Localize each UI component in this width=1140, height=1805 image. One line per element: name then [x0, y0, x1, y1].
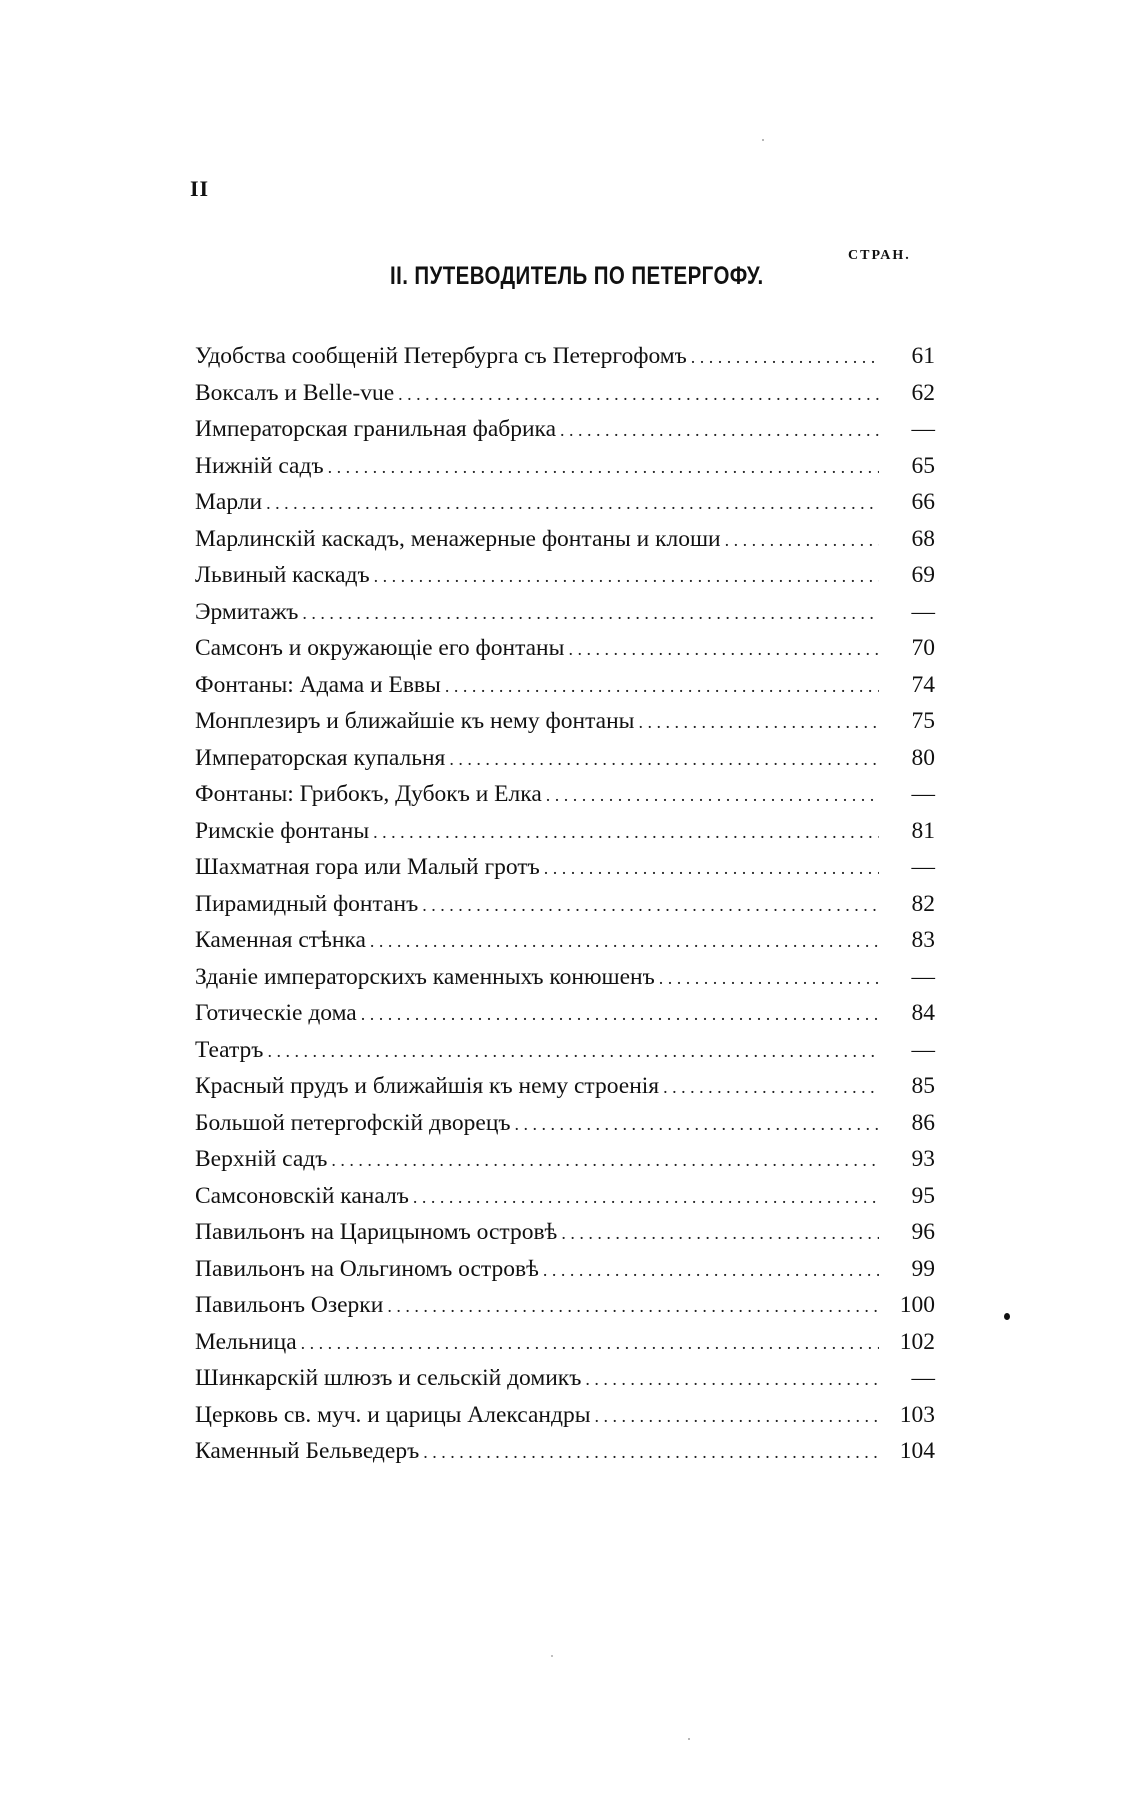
toc-entry-page: 84: [911, 1000, 935, 1026]
toc-entry: [195, 964, 935, 1001]
toc-entry-page: 95: [911, 1182, 935, 1209]
toc-entry: [195, 1292, 935, 1329]
toc-leader-dots: [267, 1041, 879, 1062]
scan-speck: [1004, 1313, 1010, 1320]
toc-entry-page: 75: [911, 708, 935, 734]
toc-entry-page: 69: [911, 562, 935, 588]
toc-leader-dots: [422, 895, 879, 916]
toc-entry-title: Фонтаны: Адама и Еввы: [195, 671, 441, 698]
toc-entry: [195, 1183, 935, 1220]
toc-entry-page: 104: [899, 1438, 935, 1464]
toc-leader-dots: [373, 822, 879, 843]
toc-entry: [195, 416, 935, 453]
toc-entry-page: 74: [911, 671, 935, 698]
page-column-header: СТРАН.: [848, 248, 911, 263]
toc-leader-dots: [663, 1077, 879, 1098]
toc-entry: [195, 562, 935, 599]
toc-leader-dots: [301, 1333, 879, 1354]
toc-entry: [195, 635, 935, 672]
toc-entry: [195, 1438, 935, 1475]
toc-entry: [195, 1219, 935, 1256]
toc-entry: [195, 1000, 935, 1037]
toc-entry-title: Шахматная гора или Малый гротъ: [195, 854, 540, 880]
toc-entry-title: Большой петергофскій дворецъ: [195, 1109, 511, 1136]
toc-entry-title: Удобства сообщеній Петербурга съ Петергофомъ: [195, 343, 687, 369]
toc-entry: [195, 489, 935, 526]
toc-entry-page: 81: [911, 817, 935, 844]
toc-entry-page: 66: [911, 489, 935, 515]
toc-leader-dots: [266, 493, 879, 514]
section-title: II. ПУТЕВОДИТЕЛЬ ПО ПЕТЕРГОФУ.: [390, 262, 764, 290]
toc-entry-title: Марли: [195, 489, 263, 515]
toc-entry-title: Фонтаны: Грибокъ, Дубокъ и Елка: [195, 781, 542, 807]
toc-leader-dots: [413, 1187, 879, 1208]
toc-entry-page: 62: [911, 379, 935, 406]
toc-leader-dots: [328, 457, 879, 478]
toc-entry: [195, 672, 935, 709]
scan-speck: [551, 1655, 553, 1657]
toc-entry-page: 102: [899, 1328, 935, 1355]
toc-leader-dots: [331, 1150, 879, 1171]
toc-entry-page: 82: [911, 890, 935, 917]
toc-leader-dots: [638, 712, 879, 733]
toc-leader-dots: [725, 530, 879, 551]
toc-leader-dots: [370, 931, 879, 952]
toc-entry: [195, 708, 935, 745]
toc-entry-title: Воксалъ и Belle-vue: [195, 379, 395, 406]
toc-entry-title: Павильонъ на Царицыномъ островѣ: [195, 1219, 558, 1245]
toc-entry: [195, 891, 935, 928]
toc-leader-dots: [543, 1260, 879, 1281]
toc-entry-title: Нижній садъ: [195, 452, 324, 479]
toc-entry-page: 68: [911, 525, 935, 552]
toc-entry: [195, 1073, 935, 1110]
toc-entry-title: Красный прудъ и ближайшія къ нему строенія: [195, 1073, 660, 1099]
toc-entry-page: —: [911, 1036, 935, 1063]
toc-entry-title: Шинкарскій шлюзъ и сельскій домикъ: [195, 1365, 582, 1391]
toc-leader-dots: [691, 347, 879, 368]
toc-entry-title: Пирамидный фонтанъ: [195, 890, 419, 917]
toc-entry: [195, 1110, 935, 1147]
toc-entry-title: Театръ: [195, 1036, 264, 1063]
toc-entry-page: —: [911, 598, 935, 625]
toc-entry-title: Самсоновскій каналъ: [195, 1182, 409, 1209]
toc-leader-dots: [546, 785, 879, 806]
toc-entry: [195, 1146, 935, 1183]
toc-entry-page: 86: [911, 1109, 935, 1136]
toc-leader-dots: [568, 639, 879, 660]
toc-leader-dots: [445, 676, 879, 697]
toc-entry-page: 80: [911, 744, 935, 771]
toc-leader-dots: [374, 566, 879, 587]
toc-entry-title: Зданіе императорскихъ каменныхъ конюшенъ: [195, 963, 655, 990]
toc-entry-title: Павильонъ на Ольгиномъ островѣ: [195, 1255, 539, 1282]
toc-leader-dots: [449, 749, 879, 770]
toc-leader-dots: [387, 1296, 879, 1317]
toc-entry-title: Каменная стѣнка: [195, 927, 366, 953]
toc-entry-title: Церковь св. муч. и царицы Александры: [195, 1401, 591, 1428]
toc-entry-page: 61: [911, 343, 935, 369]
toc-leader-dots: [585, 1369, 879, 1390]
toc-entry: [195, 1256, 935, 1293]
toc-entry-title: Самсонъ и окружающіе его фонтаны: [195, 635, 565, 661]
toc-leader-dots: [560, 420, 879, 441]
toc-entry-title: Марлинскій каскадъ, менажерные фонтаны и клоши: [195, 525, 721, 552]
toc-leader-dots: [361, 1004, 879, 1025]
toc-entry: [195, 854, 935, 891]
toc-entry-page: 99: [911, 1255, 935, 1282]
toc-leader-dots: [594, 1406, 879, 1427]
toc-entry: [195, 1402, 935, 1439]
toc-leader-dots: [423, 1442, 879, 1463]
toc-entry-title: Каменный Бельведеръ: [195, 1438, 420, 1464]
scan-speck: [688, 1738, 690, 1740]
toc-leader-dots: [302, 603, 879, 624]
toc-entry: [195, 1365, 935, 1402]
toc-entry-page: —: [911, 963, 935, 990]
toc-entry-page: 70: [911, 635, 935, 661]
toc-entry-title: Римскіе фонтаны: [195, 817, 370, 844]
toc-entry-title: Эрмитажъ: [195, 598, 299, 625]
toc-entry-page: —: [911, 781, 935, 807]
toc-entry: [195, 599, 935, 636]
toc-entry-page: 100: [899, 1292, 935, 1318]
table-of-contents: [195, 343, 935, 1475]
toc-leader-dots: [515, 1114, 879, 1135]
toc-entry-page: 103: [899, 1401, 935, 1428]
toc-entry-title: Готическіе дома: [195, 1000, 357, 1026]
toc-entry-title: Императорская купальня: [195, 744, 446, 771]
toc-entry-page: —: [911, 854, 935, 880]
toc-entry-page: 85: [911, 1073, 935, 1099]
toc-entry-page: 93: [911, 1146, 935, 1172]
toc-entry: [195, 818, 935, 855]
toc-entry: [195, 526, 935, 563]
page-number: II: [190, 176, 210, 201]
toc-entry: [195, 745, 935, 782]
toc-entry-title: Верхній садъ: [195, 1146, 328, 1172]
toc-entry-title: Мельница: [195, 1328, 297, 1355]
toc-leader-dots: [561, 1223, 879, 1244]
scan-speck: [762, 139, 764, 141]
toc-entry: [195, 343, 935, 380]
toc-leader-dots: [659, 968, 879, 989]
toc-leader-dots: [398, 384, 879, 405]
toc-leader-dots: [544, 858, 879, 879]
toc-entry: [195, 453, 935, 490]
toc-entry-page: —: [911, 416, 935, 442]
toc-entry: [195, 1329, 935, 1366]
toc-entry-page: 96: [911, 1219, 935, 1245]
toc-entry-title: Монплезиръ и ближайшіе къ нему фонтаны: [195, 708, 635, 734]
toc-entry-page: 65: [911, 452, 935, 479]
toc-entry-title: Павильонъ Озерки: [195, 1292, 384, 1318]
toc-entry-page: —: [911, 1365, 935, 1391]
toc-entry: [195, 927, 935, 964]
toc-entry: [195, 1037, 935, 1074]
toc-entry-title: Императорская гранильная фабрика: [195, 416, 557, 442]
toc-entry: [195, 781, 935, 818]
toc-entry-page: 83: [911, 927, 935, 953]
toc-entry-title: Львиный каскадъ: [195, 562, 370, 588]
toc-entry: [195, 380, 935, 417]
